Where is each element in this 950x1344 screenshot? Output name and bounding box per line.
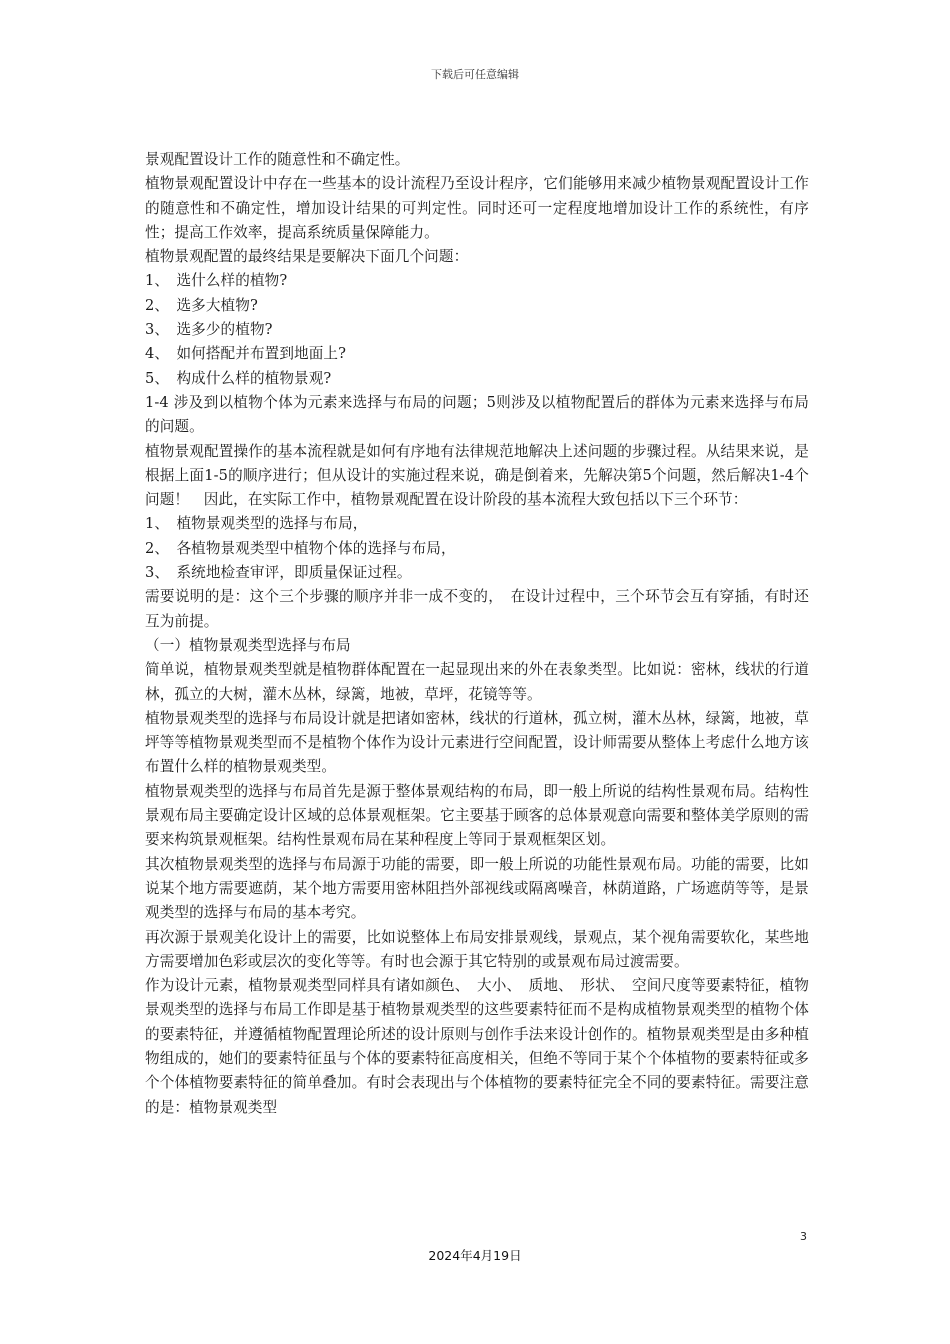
footer-date: 2024年4月19日: [428, 1248, 522, 1263]
paragraph: 其次植物景观类型的选择与布局源于功能的需要，即一般上所说的功能性景观布局。功能的需要，比如说某个地方需要遮荫，某个地方需要用密林阻挡外部视线或隔离噪音，林荫道路，广场遮荫等等，是景观类型的选择与布局的基本考究。: [145, 855, 809, 922]
paragraph: 植物景观类型的选择与布局首先是源于整体景观结构的布局，即一般上所说的结构性景观布局。结构性景观布局主要确定设计区域的总体景观框架。它主要基于顾客的总体景观意向需要和整体美学原则的需要来构筑景观框架。结构性景观布局在某种程度上等同于景观框架区划。: [145, 782, 809, 849]
list-item: 4、 如何搭配并布置到地面上?: [145, 345, 347, 363]
paragraph: 植物景观配置操作的基本流程就是如何有序地有法律规范地解决上述问题的步骤过程。从结果来说，是根据上面1-5的顺序进行；但从设计的实施过程来说，确是倒着来，先解决第5个问题，然后解决1-4个问题！ 因此，在实际工作中，植物景观配置在设计阶段的基本流程大致包括以下三个环节：: [145, 442, 809, 509]
paragraph: 简单说，植物景观类型就是植物群体配置在一起显现出来的外在表象类型。比如说：密林，线状的行道林，孤立的大树，灌木丛林，绿篱，地被，草坪，花镜等等。: [145, 661, 809, 703]
list-item: 2、 各植物景观类型中植物个体的选择与布局，: [145, 539, 456, 557]
paragraph: 作为设计元素，植物景观类型同样具有诸如颜色、 大小、 质地、 形状、 空间尺度等要素特征，植物景观类型的选择与布局工作即是基于植物景观类型的这些要素特征而不是构成植物景观类型的植物个体的要素特征，并遵循植物配置理论所述的设计原则与创作手法来设计创作的。植物景观类型是由多种植物组成的，她们的要素特征虽与个体的要素特征高度相关，但绝不等同于某个个体植物的要素特征或多个个体植物要素特征的简单叠加。有时会表现出与个体植物的要素特征完全不同的要素特征。需要注意的是：植物景观类型: [145, 977, 809, 1116]
paragraph: 植物景观配置的最终结果是要解决下面几个问题：: [145, 248, 469, 266]
paragraph: 植物景观配置设计中存在一些基本的设计流程乃至设计程序，它们能够用来减少植物景观配置设计工作的随意性和不确定性，增加设计结果的可判定性。同时还可一定程度地增加设计工作的系统性，有序性；提高工作效率，提高系统质量保障能力。: [145, 175, 809, 241]
page-header: 下载后可任意编辑: [431, 68, 519, 81]
paragraph: 景观配置设计工作的随意性和不确定性。: [145, 151, 410, 168]
paragraph: 1-4 涉及到以植物个体为元素来选择与布局的问题；5则涉及以植物配置后的群体为元素来选择与布局的问题。: [145, 393, 809, 436]
list-item: 3、 系统地检查审评，即质量保证过程。: [145, 564, 412, 582]
list-item: 2、 选多大植物?: [145, 296, 258, 314]
section-heading: （一）植物景观类型选择与布局: [145, 636, 351, 654]
paragraph: 再次源于景观美化设计上的需要，比如说整体上布局安排景观线，景观点，某个视角需要软化，某些地方需要增加色彩或层次的变化等等。有时也会源于其它特别的或景观布局过渡需要。: [145, 928, 809, 970]
page-number: 3: [800, 1230, 807, 1243]
document-body: [145, 148, 809, 1120]
list-item: 5、 构成什么样的植物景观?: [145, 369, 332, 387]
paragraph: 需要说明的是：这个三个步骤的顺序并非一成不变的， 在设计过程中，三个环节会互有穿插，有时还互为前提。: [145, 588, 809, 630]
list-item: 1、 植物景观类型的选择与布局，: [145, 515, 368, 533]
paragraph: 植物景观类型的选择与布局设计就是把诸如密林，线状的行道林，孤立树，灌木丛林，绿篱，地被，草坪等等植物景观类型而不是植物个体作为设计元素进行空间配置，设计师需要从整体上考虑什么地方该布置什么样的植物景观类型。: [145, 709, 809, 776]
list-item: 1、 选什么样的植物?: [145, 272, 288, 290]
list-item: 3、 选多少的植物?: [145, 321, 273, 339]
